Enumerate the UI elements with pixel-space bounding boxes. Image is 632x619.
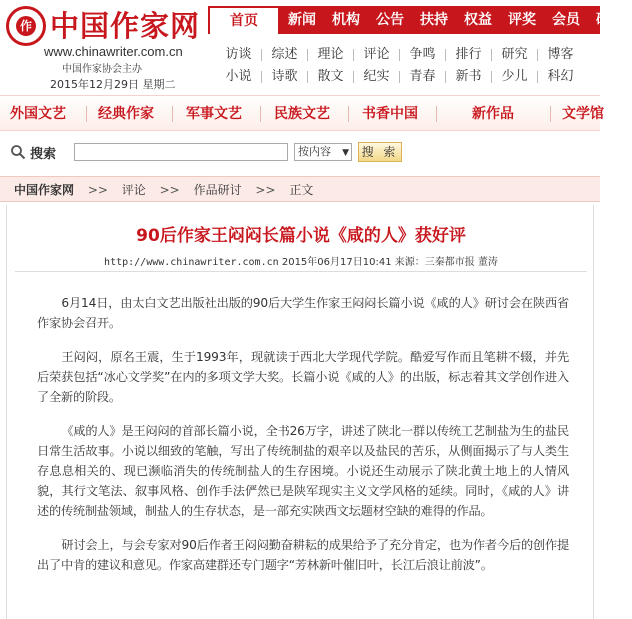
breadcrumb-trail — [14, 177, 313, 203]
category-new-works[interactable]: 新作品 — [472, 106, 514, 122]
main-nav-home[interactable]: 首页 — [208, 6, 280, 34]
category-classic-writers[interactable]: 经典作家 — [98, 106, 154, 122]
category-reading-china[interactable]: 书香中国 — [362, 106, 418, 122]
main-nav — [208, 6, 624, 34]
sub-nav — [216, 44, 600, 88]
category-bar — [0, 95, 604, 131]
article-body — [37, 293, 569, 589]
breadcrumb-reviews[interactable]: 评论 — [121, 183, 146, 197]
logo-block[interactable] — [0, 0, 208, 92]
breadcrumb — [0, 176, 600, 202]
sub-nav-overview[interactable]: 综述 — [271, 47, 298, 62]
sub-nav-debate[interactable]: 争鸣 — [409, 47, 436, 62]
search-scope-value: 按内容 — [298, 145, 331, 158]
breadcrumb-separator: >> — [87, 183, 108, 197]
article-published: 2015年06月17日10:41 — [281, 257, 392, 268]
category-foreign-arts[interactable]: 外国文艺 — [10, 106, 66, 122]
category-literature-museum[interactable]: 文学馆 — [562, 106, 604, 122]
meta-divider — [15, 271, 587, 272]
article-paragraph: 6月14日，由太白文艺出版社出版的90后大学生作家王闷闷长篇小说《咸的人》研讨会在陕西省作家协会召开。 — [37, 296, 569, 330]
sub-nav-prose[interactable]: 散文 — [317, 69, 344, 84]
sub-nav-new-books[interactable]: 新书 — [455, 69, 482, 84]
site-url: www.chinawriter.com.cn — [44, 44, 183, 59]
category-divider — [86, 106, 87, 122]
category-military-arts[interactable]: 军事文艺 — [186, 106, 242, 122]
sub-nav-row-1 — [216, 44, 600, 66]
main-nav-support[interactable]: 扶持 — [420, 12, 448, 28]
sub-nav-children[interactable]: 少儿 — [501, 69, 528, 84]
article-meta — [7, 253, 595, 268]
search-icon — [10, 144, 26, 160]
sub-nav-blogs[interactable]: 博客 — [547, 47, 574, 62]
main-nav-members[interactable]: 会员 — [552, 12, 580, 28]
sub-nav-youth[interactable]: 青春 — [409, 69, 436, 84]
current-date: 2015年12月29日 星期二 — [50, 78, 176, 91]
category-divider — [550, 106, 551, 122]
sub-nav-rankings[interactable]: 排行 — [455, 47, 482, 62]
site-header — [0, 0, 624, 92]
sub-nav-research[interactable]: 研究 — [501, 47, 528, 62]
search-scope-select[interactable] — [294, 143, 352, 161]
sub-nav-nonfiction[interactable]: 纪实 — [363, 69, 390, 84]
sub-nav-row-2 — [216, 66, 600, 88]
article-paragraph: 《咸的人》是王闷闷的首部长篇小说，全书26万字，讲述了陕北一群以传统工艺制盐为生的盐民日常生活故事。小说以细致的笔触，写出了传统制盐的艰辛以及盐民的苦乐，从侧面揭示了与人类生存息息相关的、现已濒临消失的传统制盐人的生存困境。小说还生动展示了陕北黄土地上的人情风貌，其行文笔法、叙事风格、创作手法俨然已是陕军现实主义文学风格的延续。同时，《咸的人》讲述的传统制盐领域，制盐人的生存状态，是一部充实陕西文坛题材空缺的难得的作品。 — [37, 424, 569, 518]
category-divider — [436, 106, 437, 122]
main-nav-rights[interactable]: 权益 — [464, 12, 492, 28]
main-nav-notices[interactable]: 公告 — [376, 12, 404, 28]
sub-nav-theory[interactable]: 理论 — [317, 47, 344, 62]
breadcrumb-work-seminar[interactable]: 作品研讨 — [193, 183, 242, 197]
article-paragraph: 王闷闷，原名王震，生于1993年，现就读于西北大学现代学院。酷爱写作而且笔耕不辍，并先后荣获包括“冰心文学奖”在内的多项文学大奖。长篇小说《咸的人》的出版，标志着其文学创作进入了全新的阶段。 — [37, 350, 569, 404]
main-nav-seminar[interactable]: 研讨 — [596, 12, 624, 28]
article-paragraph: 研讨会上，与会专家对90后作者王闷闷勤奋耕耘的成果给予了充分肯定，也为作者今后的创作提出了中肯的建议和意见。作家高建群还专门题字“芳林新叶催旧叶，长江后浪让前波”。 — [37, 538, 569, 572]
main-nav-awards[interactable]: 评奖 — [508, 12, 536, 28]
breadcrumb-separator: >> — [159, 183, 180, 197]
seal-glyph: 作 — [16, 16, 36, 36]
sponsor-text: 中国作家协会主办 — [62, 64, 142, 75]
article-title: 90后作家王闷闷长篇小说《咸的人》获好评 — [136, 226, 466, 246]
article-source: 来源：三秦都市报 董涛 — [394, 257, 498, 268]
search-bar — [0, 140, 600, 166]
sub-nav-scifi[interactable]: 科幻 — [547, 69, 574, 84]
search-button[interactable]: 搜 索 — [358, 142, 402, 162]
sub-nav-poetry[interactable]: 诗歌 — [271, 69, 298, 84]
category-divider — [348, 106, 349, 122]
article-url[interactable]: http://www.chinawriter.com.cn — [104, 257, 279, 268]
main-nav-institutions[interactable]: 机构 — [332, 12, 360, 28]
article — [6, 205, 594, 619]
sub-nav-interviews[interactable]: 访谈 — [225, 47, 252, 62]
search-input[interactable] — [74, 143, 288, 161]
writers-association-seal-icon — [6, 6, 46, 46]
sub-nav-fiction[interactable]: 小说 — [225, 69, 252, 84]
breadcrumb-separator: >> — [255, 183, 276, 197]
site-logo-text: 中国作家网 — [50, 9, 201, 43]
category-ethnic-arts[interactable]: 民族文艺 — [274, 106, 330, 122]
sub-nav-reviews[interactable]: 评论 — [363, 47, 390, 62]
category-divider — [260, 106, 261, 122]
breadcrumb-home[interactable]: 中国作家网 — [14, 183, 75, 197]
chevron-down-icon: ▼ — [342, 148, 349, 158]
main-nav-news[interactable]: 新闻 — [288, 12, 316, 28]
category-divider — [172, 106, 173, 122]
search-label: 搜索 — [30, 147, 57, 162]
breadcrumb-current: 正文 — [289, 183, 314, 197]
